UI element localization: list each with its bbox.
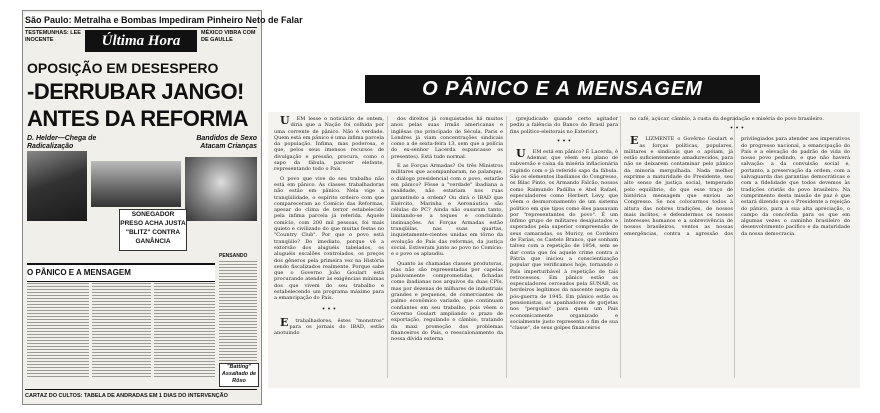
- newspaper-logo: Última Hora: [85, 30, 197, 52]
- paragraph: UEM lesse o noticiário de ontem, diria que a Nação foi colhida por uma corrente de pânico. Não é verdade. Quem está em pânico é uma ínfima parcela da população. Ínfima, mas poderosa, e que, pelos seus imensos recursos de divulgação e pressão, procura, como o sapo da fábula, parecer elefante, representando todo o País.: [274, 114, 384, 173]
- article-column-1: [274, 116, 384, 382]
- photo-group: [91, 161, 181, 207]
- caption-bandidos: Bandidos de Sexo Atacam Crianças: [196, 135, 257, 150]
- section-dots: • • •: [321, 305, 337, 313]
- headline-reforma: ANTES DA REFORMA: [27, 106, 248, 131]
- photo-child-face: [185, 157, 257, 221]
- paragraph: O povo que vive do seu trabalho não está em pânico. As classes trabalhadoras não estão em pânico. Nela vige a tranqüilidade, o espírito ordeiro com que compareceram ao Comício das Reformas, apesar do clima de terror estabelecido pela ínfima parcela já referida. Aquele comício, com 200 mil pessoas, foi mais quieto e civilizado do que muitas festas no "Country Club". Por que o povo está tranqüilo? Do imediato, porque vê a extorsão dos aluguéis tabelados, os aluguéis escalões controlados, os preços dos gêneros pela primeira vez na História sendo fiscalizados realmente. Porque sabe que o Governo João Goulart está procurando atender às exigências mínimas dos que vivem do seu trabalho e estabelecendo um programa máximo para a emancipação do País.: [274, 175, 384, 302]
- headline-opposition: OPOSIÇÃO EM DESESPERO: [27, 60, 219, 76]
- paragraph: UEM está em pânico? É Lacerda, é Ademar, que vêem seu plano de subversão e caixa da miséria inflacionária rugindo com o jà referido sapo da fábula. São os elementos ibadianos do Congresso, os Bilac Pinto, os Armando Falcão, nossos como Raimundo Padilha e Abel Rafael, especuladores como Herbert Levy, que vêem o desmoronamento de um sistema político em que tipos como êles passavam por "representantes do povo". É um ínfimo grupo de militares desajustados e superados pela superior compreensão de seus camaradas, os Muricy, os Cordeiro de Farias, os Castelo Branco, que sonham talvez com a repetição de 1954, sem se dar conta que foi aquele crime contra a Pátria que iniciou a conscientização popular que verificamos hoje, tornando o País imperturbável à repetição de tais retrocessos. Em pânico estão os especuladores cerceados pela SUNAB, os herdeiros legítimos da nascente negra da pós-guerra de 1945. Em pânico estão os pensionistas, os apanhadores de gorjetas nos "pergolas" para quem um País economicamente organizado e socialmente justo representa o fim de sua "classe", de seus golpes financeiros: [510, 146, 618, 332]
- paragraph: ELIZMENTE o Govêrno Goulart e as forças políticas, populares, militares e sindicais que o apóiam, já estão suficientemente amadurecidos, para não se deixarem contaminar pelo pânico da minoria mergulhada. Nada melhor exprime a maturidade do Presidente, seu alto senso de justiça social, temperado pelo equilíbrio, do que esse traço de histórica mensagem que enviou ao Congresso. Se nos colocarmos todos à altura das nobres tradições, de nossos mais ínclitos, e defendermos os nossos interesses humanos e a sobrevivência de nossos brasileiros, ventos as nossas emergências, contra a agressão dos privilegiados para atender aos imperativos do progresso nacional, a emancipação do País e a elevação do padrão de vida do nosso povo pedindo, e que não haverá salvação: a da convulsão social e, portanto, a preservação da ordem, com a salvaguarda das garantias democráticas e com a fidelidade que todos devemos às tradições cristãs do povo brasileiro. Na cumprimento desta missão de paz é que estará dizendo que o Presidente a rejeição do pânico, para a sua alta apreciação, o campo da concórdia para os que em algumas vezes o caminho brasileiro do desenvolvimento pacífico e da maturidade da nossa democracia.: [624, 134, 850, 237]
- front-page-panico-label: O PÂNICO E A MENSAGEM: [27, 263, 215, 282]
- front-page-body-text: [27, 283, 215, 379]
- batting-box: "Batting" Assaltado de Rôxo: [219, 363, 259, 387]
- paragraph: dos direitos já conquistados há muitos anos pelas suas irmãs americanas e inglêsas (no principado de Sécula, Paris e Londres já viam concentrações sindicais como a de sexta-feira 13, sem que a polícia do ex-senhor Lacerda espancasse os presentes). Está tudo normal.: [391, 116, 503, 160]
- paragraph: E as Forças Armadas? Os três Ministros militares que acompanharam, no palanque, o diálogo presidencial com o povo, estarão em pânico? Fôsse a "verdade" ibadiana a realidade, não estariam nos ruas garantindo a ordem? Ou dirá o IBAD que Exército, Marinha e Aeronáutica são células do PC? Ainda não ousaram tanto, limitando-se a toques e concluíndo insinuações. As Forças Armadas estão tranqüilas, nas suas quartas, inquietamente-cientes unidas em tôrno da evolução do País das reformas, da justiça social. Estiveram junto ao povo no Comício: e o povo os aplaudiu.: [391, 163, 503, 258]
- column-rule: [620, 116, 621, 378]
- article-title: O PÂNICO E A MENSAGEM: [365, 75, 760, 103]
- column-rule: [387, 116, 388, 378]
- side-column-head: PENSANDO: [219, 253, 248, 259]
- paragraph: (prejudicado quando certo agitador pediu a falência do Banco do Brasil para fins político-eleitorais no Exterior).: [510, 116, 618, 135]
- caption-helder: D. Helder—Chega de Radicalização: [27, 135, 97, 150]
- section-dots: • • •: [729, 125, 745, 133]
- column-rule: [506, 116, 507, 378]
- sonegador-box: SONEGADOR PRESO ACHA JUSTA "BLITZ" CONTRA GANÂNCIA: [119, 209, 187, 251]
- paragraph: no café, açúcar, câmbio, à custa da degradação e miséria do povo brasileiro.: [630, 116, 824, 122]
- paragraph: Etrabalhadores, êstes "monstros" para os jornais do IBAD, estão anotuindo: [274, 315, 384, 337]
- section-dots: • • •: [556, 137, 572, 145]
- newspaper-front-page: [22, 10, 303, 405]
- headline-derrubar: -DERRUBAR JANGO!: [27, 79, 244, 104]
- front-page-footer: CARTAZ DO CULTOS: TABELA DE ANDRADAS EM 1 DIAS DO INTERVENÇÃO: [25, 389, 257, 402]
- masthead-row: [25, 29, 257, 55]
- photo-man-portrait: [27, 151, 87, 221]
- article-column-2: [391, 116, 503, 382]
- masthead-right-box: MÉXICO VIBRA COM DE GAULLE: [201, 30, 256, 43]
- paragraph: Quanto às chamadas classes produtoras, elas não são representadas por capelas pulsivamente comprometidas, fichadas como ibadianas nos arquivos da duas CPIs, mas por dezenas de milhares de industriais grandes e pequenos, de comerciantes de palmo econômico variado, que continuam confiantes em seu trabalho, pois vêem o Governo Goulart ampliando o prazo de exportação, regulando o câmbio, tratando da maxi promoção dos problemas financeiros do País, o reescalonamento da nossa dívida externa: [391, 260, 503, 343]
- front-page-banner: São Paulo: Metralha e Bombas Impediram Pinheiro Neto de Falar: [25, 13, 257, 28]
- side-column-text: [219, 261, 257, 361]
- column-gap: [151, 283, 154, 379]
- article-column-4: [624, 116, 850, 382]
- masthead-left-box: TESTEMUNHAS: LEE INOCENTE: [25, 30, 81, 43]
- article-column-3: [510, 116, 618, 382]
- column-gap: [89, 283, 92, 379]
